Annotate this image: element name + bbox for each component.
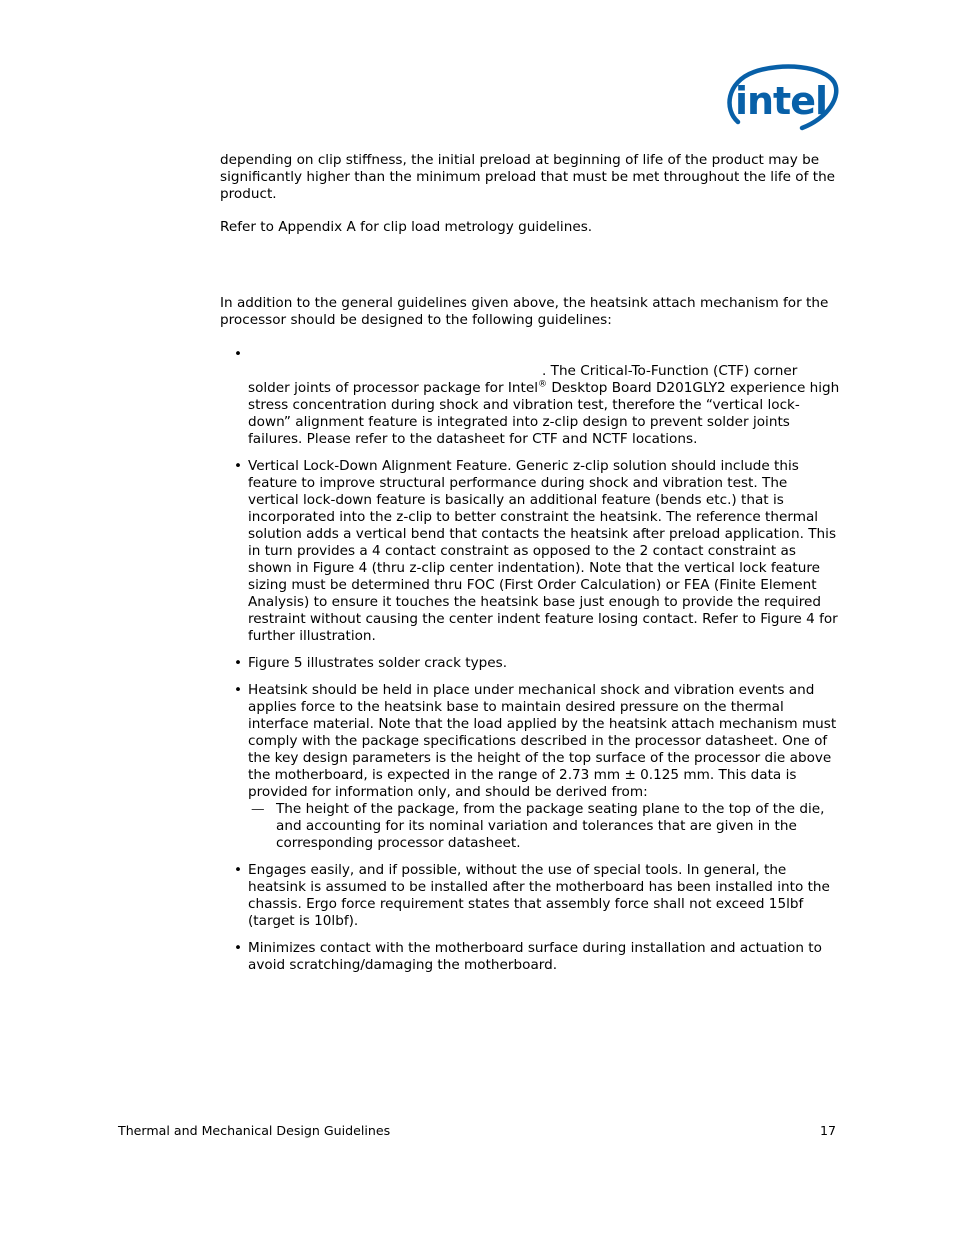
registered-mark: ® (538, 379, 548, 390)
body-text (220, 152, 840, 984)
list-item (220, 655, 840, 672)
list-item (220, 862, 840, 930)
ctf-lead-text: . The Critical-To-Function (CTF) corner (542, 363, 798, 379)
paragraph-appendix-ref: Refer to Appendix A for clip load metrology guidelines. (220, 219, 593, 235)
engages-easily-text: Engages easily, and if possible, without the use of special tools. In general, the heatsink is assumed to be installed after the motherboard has been installed into the chassis. Ergo force requirement states that assembly force shall not exceed 15lbf (target is 10lbf). (248, 862, 830, 929)
intel-logo-text: intel (734, 79, 828, 123)
paragraph-clip-preload: depending on clip stiffness, the initial preload at beginning of life of the product may be significantly higher than the minimum preload that must be met throughout the life of the product. (220, 152, 836, 202)
bullet-icon: • (234, 655, 243, 671)
ctf-text: solder joints of processor package for Intel® Desktop Board D201GLY2 experience high stress concentration during shock and vibration test, therefore the “vertical lock-down” alignment feature is integrated into z-clip design to prevent solder joints failures. Please refer to the datasheet for CTF and NCTF locations. (248, 379, 840, 447)
package-height-text: The height of the package, from the package seating plane to the top of the die, and accounting for its nominal variation and tolerances that are given in the corresponding processor datasheet. (276, 801, 825, 851)
minimize-contact-text: Minimizes contact with the motherboard surface during installation and actuation to avoid scratching/damaging the motherboard. (248, 940, 822, 973)
paragraph-guidelines-intro: In addition to the general guidelines given above, the heatsink attach mechanism for the processor should be designed to the following guidelines: (220, 295, 829, 328)
dash-icon: — (251, 801, 265, 817)
list-item (220, 940, 840, 974)
bullet-icon: • (234, 862, 243, 878)
intel-logo (724, 62, 840, 138)
bullet-icon: • (234, 940, 243, 956)
bullet-icon: • (234, 346, 243, 362)
intel-logo-icon (724, 62, 840, 138)
heatsink-hold-text: Heatsink should be held in place under mechanical shock and vibration events and applies force to the heatsink base to maintain desired pressure on the thermal interface material. Note that the load applied by the heatsink attach mechanism must comply with the package specifications described in the processor datasheet. One of the key design parameters is the height of the top surface of the processor die above the motherboard, is expected in the range of 2.73 mm ± 0.125 mm. This data is provided for information only, and should be derived from: (248, 682, 837, 800)
page-number: 17 (819, 1123, 836, 1138)
sub-list-item (248, 801, 840, 852)
list-item (220, 346, 840, 448)
guidelines-list (220, 346, 840, 974)
lockdown-feature-text: Vertical Lock-Down Alignment Feature. Generic z-clip solution should include this feature to improve structural performance during shock and vibration test. The vertical lock-down feature is basically an additional feature (bends etc.) that is incorporated into the z-clip to better constraint the heatsink. The reference thermal solution adds a vertical bend that contacts the heatsink after preload application. This in turn provides a 4 contact constraint as opposed to the 2 contact constraint as shown in Figure 4 (thru z-clip center indentation). Note that the vertical lock feature sizing must be determined thru FOC (First Order Calculation) or FEA (Finite Element Analysis) to ensure it touches the heatsink base just enough to provide the required restraint without causing the center indent feature losing contact. Refer to Figure 4 for further illustration. (248, 458, 838, 644)
bullet-icon: • (234, 458, 243, 474)
list-item (220, 682, 840, 852)
solder-crack-text: Figure 5 illustrates solder crack types. (248, 655, 508, 671)
footer-title: Thermal and Mechanical Design Guidelines (118, 1123, 391, 1138)
list-item (220, 458, 840, 645)
bullet-icon: • (234, 682, 243, 698)
